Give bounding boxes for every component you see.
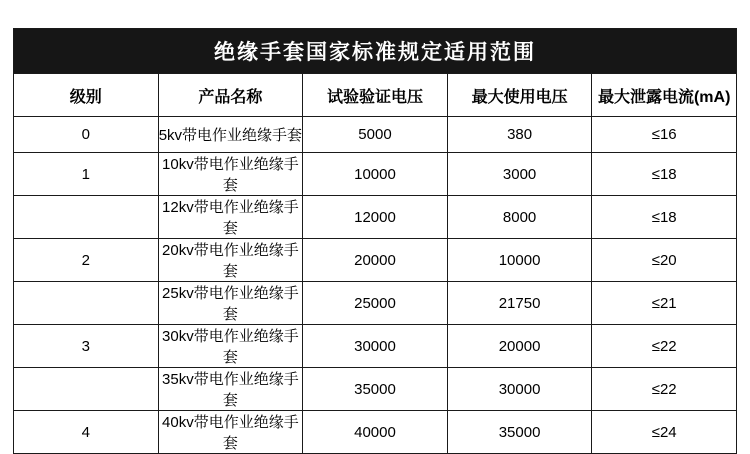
cell-product-name: 35kv带电作业绝缘手套 (158, 368, 303, 411)
table-row (14, 282, 737, 325)
spec-table-container (13, 28, 737, 454)
cell-grade: 0 (14, 117, 159, 153)
cell-max-use-voltage: 20000 (447, 325, 592, 368)
column-header-grade: 级别 (14, 74, 159, 117)
cell-max-leak-current: ≤24 (592, 411, 737, 454)
cell-max-leak-current: ≤18 (592, 196, 737, 239)
column-header-test-voltage: 试验验证电压 (303, 74, 448, 117)
cell-max-leak-current: ≤22 (592, 325, 737, 368)
table-row (14, 117, 737, 153)
table-row (14, 368, 737, 411)
cell-product-name: 12kv带电作业绝缘手套 (158, 196, 303, 239)
table-row (14, 153, 737, 196)
cell-product-name: 5kv带电作业绝缘手套 (158, 117, 303, 153)
cell-grade: 1 (14, 153, 159, 196)
column-header-max-leak-current: 最大泄露电流(mA) (592, 74, 737, 117)
cell-test-voltage: 12000 (303, 196, 448, 239)
cell-grade (14, 368, 159, 411)
cell-test-voltage: 40000 (303, 411, 448, 454)
cell-test-voltage: 25000 (303, 282, 448, 325)
cell-grade: 4 (14, 411, 159, 454)
cell-test-voltage: 20000 (303, 239, 448, 282)
cell-max-leak-current: ≤21 (592, 282, 737, 325)
cell-product-name: 20kv带电作业绝缘手套 (158, 239, 303, 282)
table-title: 绝缘手套国家标准规定适用范围 (14, 29, 737, 74)
cell-product-name: 30kv带电作业绝缘手套 (158, 325, 303, 368)
table-title-row (14, 29, 737, 74)
cell-grade: 3 (14, 325, 159, 368)
cell-max-leak-current: ≤18 (592, 153, 737, 196)
cell-max-leak-current: ≤22 (592, 368, 737, 411)
column-header-max-use-voltage: 最大使用电压 (447, 74, 592, 117)
table-header-row (14, 74, 737, 117)
cell-product-name: 10kv带电作业绝缘手套 (158, 153, 303, 196)
cell-max-leak-current: ≤20 (592, 239, 737, 282)
table-row (14, 325, 737, 368)
table-row (14, 239, 737, 282)
cell-test-voltage: 30000 (303, 325, 448, 368)
column-header-product-name: 产品名称 (158, 74, 303, 117)
cell-max-use-voltage: 30000 (447, 368, 592, 411)
table-row (14, 196, 737, 239)
cell-product-name: 40kv带电作业绝缘手套 (158, 411, 303, 454)
cell-test-voltage: 35000 (303, 368, 448, 411)
cell-max-use-voltage: 10000 (447, 239, 592, 282)
cell-max-use-voltage: 3000 (447, 153, 592, 196)
cell-max-use-voltage: 21750 (447, 282, 592, 325)
cell-max-leak-current: ≤16 (592, 117, 737, 153)
cell-product-name: 25kv带电作业绝缘手套 (158, 282, 303, 325)
cell-max-use-voltage: 35000 (447, 411, 592, 454)
cell-grade (14, 282, 159, 325)
cell-test-voltage: 5000 (303, 117, 448, 153)
insulating-gloves-standard-table (13, 28, 737, 454)
cell-max-use-voltage: 380 (447, 117, 592, 153)
cell-test-voltage: 10000 (303, 153, 448, 196)
cell-grade: 2 (14, 239, 159, 282)
cell-grade (14, 196, 159, 239)
cell-max-use-voltage: 8000 (447, 196, 592, 239)
table-row (14, 411, 737, 454)
